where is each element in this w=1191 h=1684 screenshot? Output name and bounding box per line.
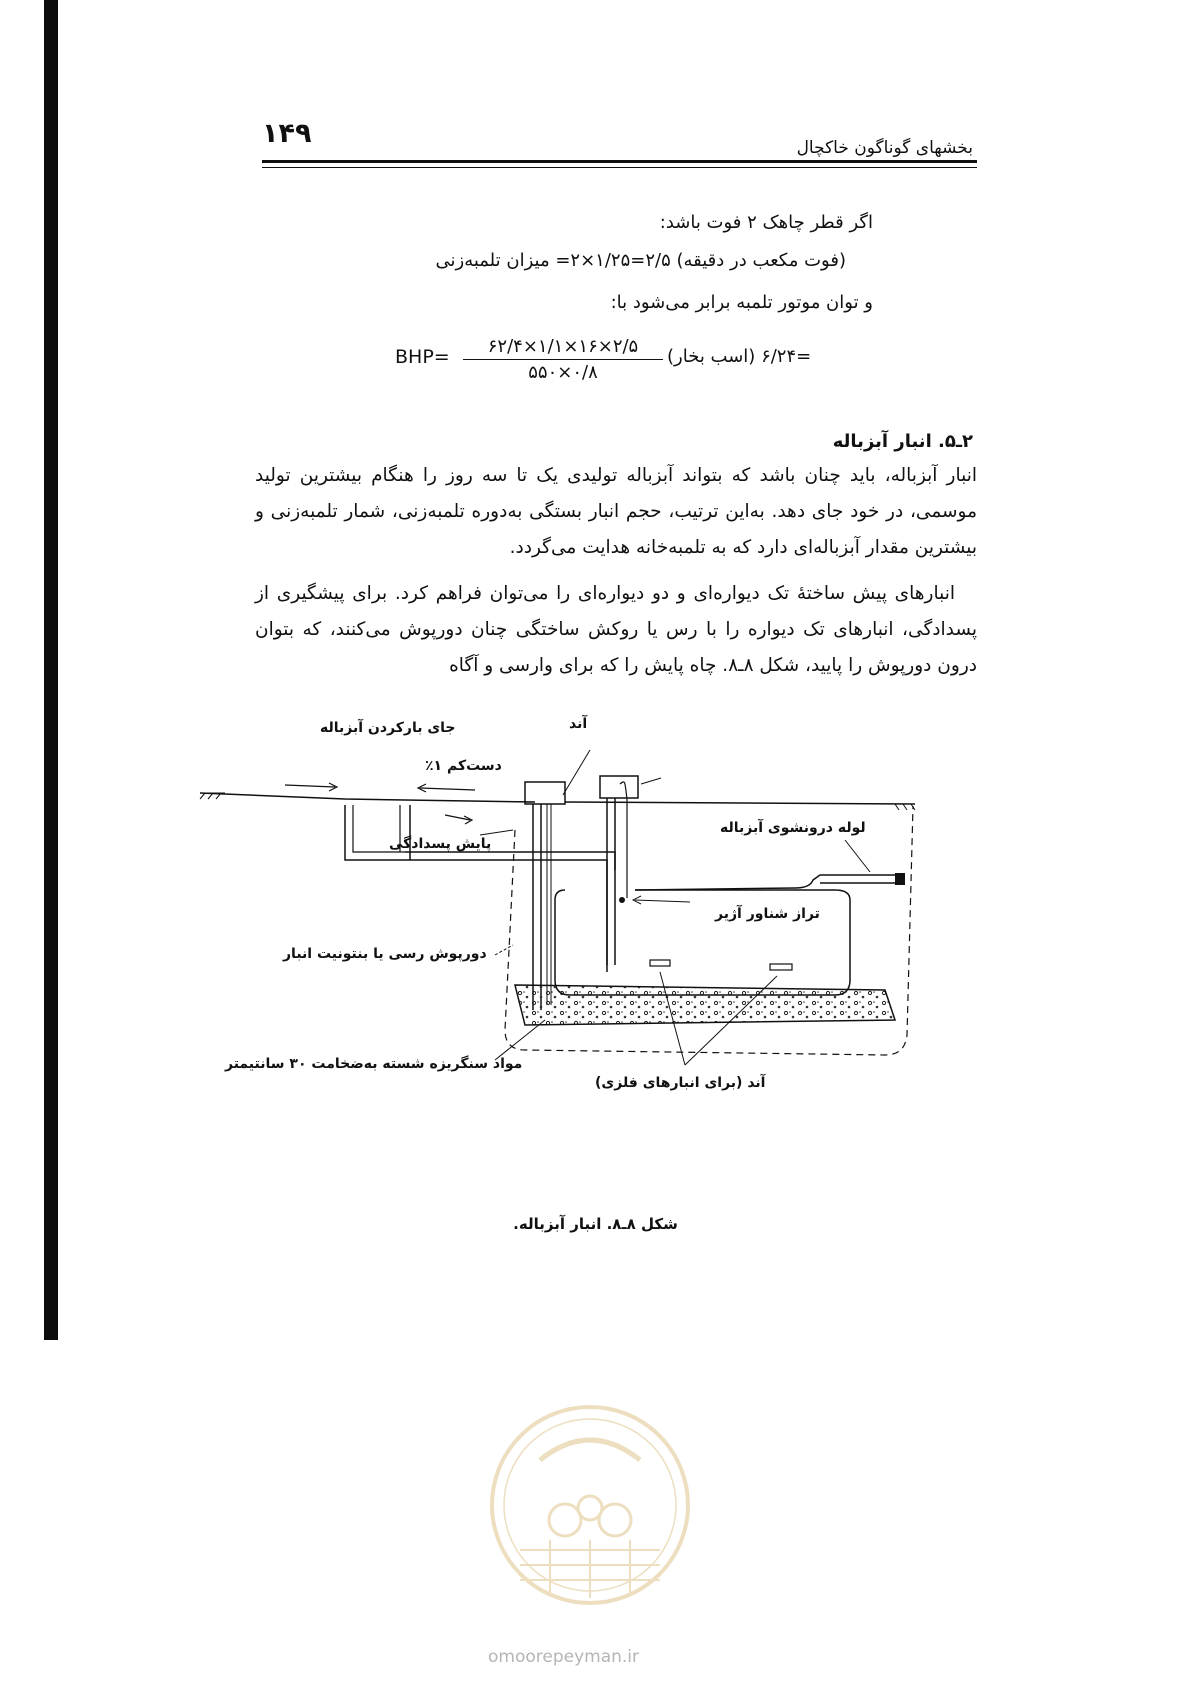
label-float-level: تراز شناور آژیر (715, 906, 820, 922)
arrow-out (420, 788, 475, 790)
formula-lhs: BHP= (395, 346, 450, 368)
label-anode-top: آند (569, 716, 588, 732)
label-slope: دست‌کم ۱٪ (425, 758, 502, 774)
watermark-logo (480, 1400, 700, 1610)
label-loading: جای بارکردن آبزباله (320, 720, 456, 736)
arrow-in (285, 785, 335, 787)
section-heading: ۲ـ۵. انبار آبزباله (832, 431, 973, 452)
bhp-formula (395, 336, 875, 396)
label-anode-bottom: آند (برای انبارهای فلزی) (595, 1075, 766, 1091)
binding-edge (44, 0, 58, 1340)
monitor-well-cap (525, 782, 565, 804)
body-line-2: (فوت مکعب در دقیقه) ۲/۵=۱/۲۵×۲= میزان تلمبه‌زنی (435, 250, 846, 271)
anode-1 (650, 960, 670, 966)
ground-line-left (200, 793, 535, 802)
body-line-3: و توان موتور تلمبه برابر می‌شود با: (610, 292, 873, 313)
formula-result: =۶/۲۴ (اسب بخار) (667, 346, 812, 367)
body-line-1: اگر قطر چاهک ۲ فوت باشد: (659, 212, 873, 233)
page-number: ۱۴۹ (262, 118, 312, 149)
header-rule (262, 160, 977, 163)
ground-line-right (565, 802, 915, 804)
label-liner: دورپوش رسی یا بنتونیت انبار (283, 946, 487, 962)
header-rule-thin (262, 167, 977, 168)
anode-2 (770, 964, 792, 970)
ground-hatch-right (895, 804, 915, 810)
formula-numerator: ۶۲/۴×۱/۱×۱۶×۲/۵ (463, 336, 663, 360)
label-monitor-well: پایش پسدادگی (389, 836, 492, 852)
gravel-bed (515, 985, 895, 1025)
monitor-well-pipe (533, 804, 541, 1010)
formula-denominator: ۵۵۰×۰/۸ (528, 362, 598, 383)
paragraph-1: انبار آبزباله، باید چنان باشد که بتواند آبزباله تولیدی یک تا سه روز را هنگام بیشترین تولید موسمی، در خود جای دهد. به‌این ترتیب، حجم انبار بستگی به‌دوره تلمبه‌زنی، شمار تلمبه‌زنی و بیشترین مقدار آبزباله‌ای دارد که به تلمبه‌خانه هدایت می‌گردد. (255, 465, 977, 558)
label-gravel: مواد سنگریزه شسته به‌ضخامت ۳۰ سانتیمتر (225, 1056, 523, 1072)
running-head: بخشهای گوناگون خاکچال (796, 138, 973, 158)
paragraph-2: انبارهای پیش ساختهٔ تک دیواره‌ای و دو دیواره‌ای را می‌توان فراهم کرد. برای پیشگیری از پسدادگی، انبارهای تک دیواره را با رس یا روکش ساختگی چنان دورپوش می‌کنند، که بتوان درون دورپوش را پایید، شکل ۸ـ۸. چاه پایش را که برای وارسی و آگاه (255, 583, 977, 676)
watermark-site: omoorepeyman.ir (488, 1647, 640, 1667)
storage-tank-figure (195, 716, 1005, 1190)
formula-fraction (463, 336, 663, 383)
figure-caption: شکل ۸ـ۸. انبار آبزباله. (513, 1215, 678, 1233)
alarm-riser-cap (600, 776, 638, 798)
label-fill-pipe: لوله درونشوی آبزباله (720, 820, 866, 836)
